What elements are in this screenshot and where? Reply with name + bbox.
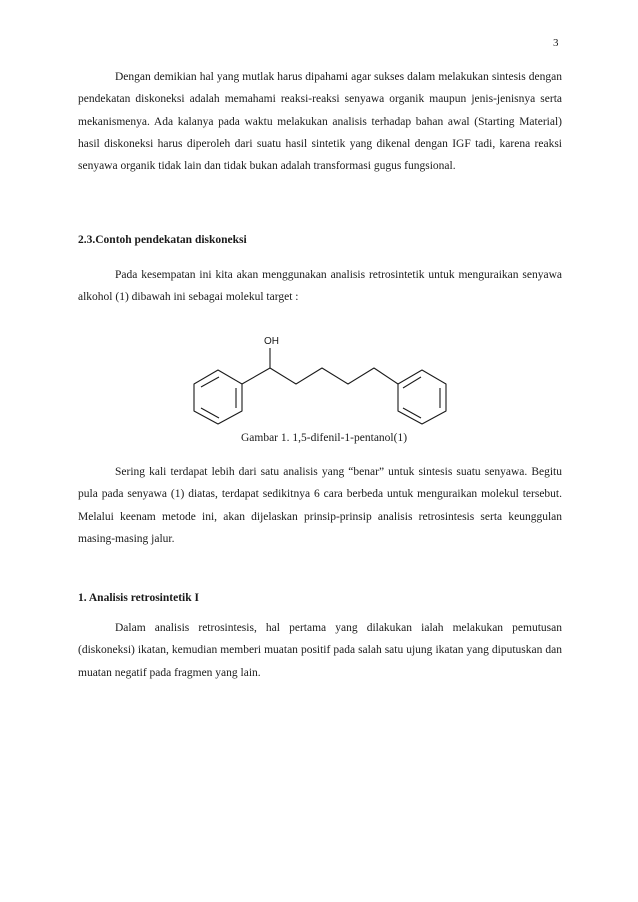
right-ring-double-bond-1 — [403, 377, 421, 388]
section-heading-analisis-1: 1. Analisis retrosintetik I — [78, 592, 199, 604]
paragraph-intro: Dengan demikian hal yang mutlak harus dipahami agar sukses dalam melakukan sintesis dengan pendekatan diskoneksi adalah memahami reaksi-reaksi senyawa organik maupun jenis-jenisnya serta mekanismenya. Ada kalanya pada waktu melakukan analisis terhadap bahan awal (Starting Material) hasil diskoneksi harus diperoleh dari suatu hasil sintetik yang dikenal dengan IGF tadi, karena reaksi senyawa organik tidak lain dan tidak bukan adalah transformasi gugus fungsional. — [78, 71, 562, 173]
page-number: 3 — [553, 37, 559, 49]
figure-caption: Gambar 1. 1,5-difenil-1-pentanol(1) — [240, 432, 408, 444]
paragraph-target-molecule: Pada kesempatan ini kita akan menggunakan analisis retrosintetik untuk menguraikan senyawa alkohol (1) dibawah ini sebagai molekul target : — [78, 269, 562, 304]
section-heading-contoh: 2.3.Contoh pendekatan diskoneksi — [78, 234, 247, 246]
right-benzene-ring — [398, 370, 446, 424]
molecule-structure-figure — [188, 322, 458, 432]
right-ring-double-bond-3 — [403, 408, 421, 418]
hydroxyl-label: OH — [264, 336, 279, 347]
paragraph-analysis-methods: Sering kali terdapat lebih dari satu analisis yang “benar” untuk sintesis suatu senyawa. Begitu pula pada senyawa (1) diatas, terdapat sedikitnya 6 cara berbeda untuk menguraikan molekul tersebut. Melalui keenam metode ini, akan dijelaskan prinsip-prinsip analisis retrosintesis serta keunggulan masing-masing jalur. — [78, 466, 562, 545]
paragraph-retrosynthesis-step: Dalam analisis retrosintesis, hal pertama yang dilakukan ialah melakukan pemutusan (diskoneksi) ikatan, kemudian memberi muatan positif pada salah satu ujung ikatan yang diputuskan dan muatan negatif pada fragmen yang lain. — [78, 622, 562, 679]
pentyl-chain — [242, 368, 398, 384]
